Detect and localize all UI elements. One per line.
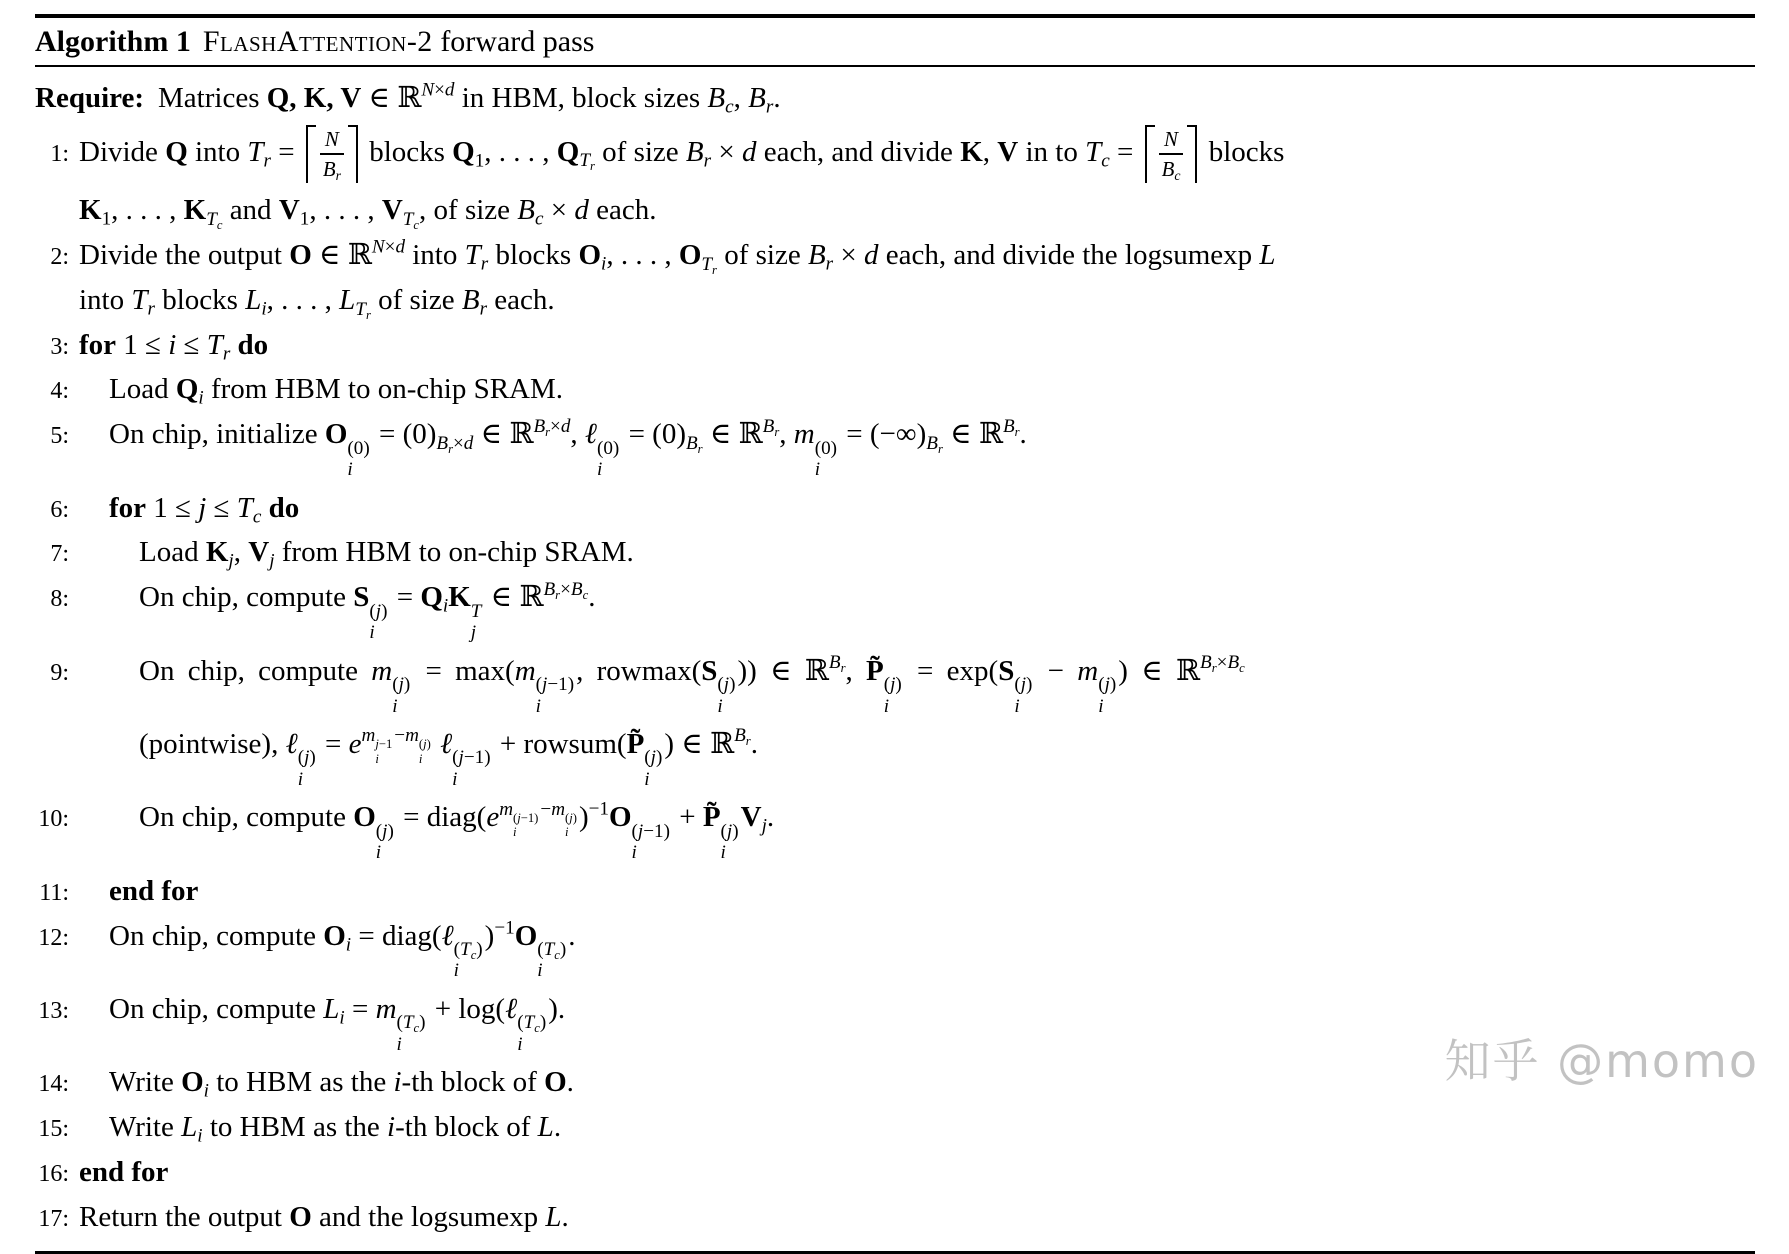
algo-line-continuation-1 xyxy=(35,188,1755,233)
line-number: 14: xyxy=(38,1071,69,1098)
line-content: end for xyxy=(79,1155,169,1188)
line-content: On chip, compute $O_i$ = diag(ℓ $(T_c)$ i )$^{-1}$O $(T_c)$ i . xyxy=(109,917,576,982)
line-content: Divide Q into $T_r$ = $\frac{N}{B_r}$ blocks $Q_1$, . . . , $Q_{T_r}$ of size $B_r \times d$ each, and divide K, V in to $T_c$ = $\frac{N}{B_c}$ blocks xyxy=(79,127,1285,184)
algo-line-5 xyxy=(35,412,1755,485)
algo-line-11 xyxy=(35,869,1755,914)
algo-line-3 xyxy=(35,323,1755,368)
line-content: On chip, compute O (j) i = $diag(e^{m (j-1) i -m (j) i}$ )$^{-1}$O (j−1) i + P̃ (j) i $V_j$. xyxy=(139,798,775,864)
algorithm-figure xyxy=(0,14,1789,1233)
algo-line-10 xyxy=(35,795,1755,868)
line-content: Divide the output O ∈ ℝ$^{N\times d}$ into $T_r$ blocks $O_i$, . . . , $O_{T_r}$ of size $B_r \times d$ each, and divide the logsumexp L xyxy=(79,236,1276,277)
line-content: Load $Q_i$ from HBM to on-chip SRAM. xyxy=(109,373,564,410)
line-content: On chip, compute m (j) i = max(m (j−1) i , rowmax(S (j) i )) ∈ ℝ$^{B_r}$, P̃ (j) i = exp(S (j) i − m (j) i ) ∈ ℝ$^{B_r\times B_c}$ xyxy=(139,652,1245,717)
line-number: 8: xyxy=(50,586,69,613)
require-content: Matrices Q, K, V ∈ ℝ$^{N\times d}$ in HBM, block sizes $B_c$, $B_r$. xyxy=(158,79,781,118)
line-content: Write $L_i$ to HBM as the i-th block of L. xyxy=(109,1111,562,1147)
algorithm-title-rest: forward pass xyxy=(432,25,595,58)
line-content: for $1 \le j \le T_c$ do xyxy=(109,491,300,528)
line-content: for $1 \le i \le T_r$ do xyxy=(79,328,269,365)
algo-line-continuation-11 xyxy=(35,722,1755,795)
algo-line-9 xyxy=(35,649,1755,722)
algorithm-name: FlashAttention-2 xyxy=(202,25,433,58)
algo-line-8 xyxy=(35,575,1755,648)
algo-line-6 xyxy=(35,486,1755,531)
line-number: 16: xyxy=(38,1160,69,1187)
algo-line-2 xyxy=(35,233,1755,278)
line-content: On chip, initialize O (0) i = $(0)_{B_r\times d}$ ∈ ℝ$^{B_r\times d}$, ℓ (0) i = $(0)_{B_r}$ ∈ ℝ$^{B_r}$, m (0) i = $(-\infty)_{B_r}$ ∈ ℝ$^{B_r}$. xyxy=(109,415,1027,481)
line-content: Load $K_j$, $V_j$ from HBM to on-chip SRAM. xyxy=(139,536,634,573)
line-content: On chip, compute $L_i = m$ $(T_c)$ i + log(ℓ $(T_c)$ i ). xyxy=(109,992,566,1055)
line-number: 3: xyxy=(50,333,69,360)
line-number: 13: xyxy=(38,997,69,1024)
line-number: 4: xyxy=(50,378,69,405)
line-content: $K_1$, . . . , $K_{T_c}$ and $V_1$, . . . , $V_{T_c}$, of size $B_c \times d$ each. xyxy=(79,194,657,232)
line-number: 2: xyxy=(50,243,69,270)
line-number: 9: xyxy=(50,659,69,686)
line-number: 17: xyxy=(38,1205,69,1232)
line-number: 12: xyxy=(38,924,69,951)
algo-line-7 xyxy=(35,530,1755,575)
line-content: Return the output O and the logsumexp L. xyxy=(79,1200,569,1233)
line-number: 1: xyxy=(50,140,69,167)
line-content: Write $O_i$ to HBM as the i-th block of O. xyxy=(109,1066,574,1103)
line-content: On chip, compute S (j) i = $Q_iK$ T j ∈ ℝ$^{B_r\times B_c}$. xyxy=(139,578,596,644)
algo-line-continuation-3 xyxy=(35,278,1755,323)
line-content: end for xyxy=(109,874,199,907)
require-label: Require: xyxy=(35,82,145,114)
line-number: 11: xyxy=(39,879,69,906)
line-number: 5: xyxy=(50,423,69,450)
algo-line-1 xyxy=(35,120,1755,188)
line-number: 7: xyxy=(50,541,69,568)
algorithm-title xyxy=(35,18,1755,65)
algo-line-4 xyxy=(35,367,1755,412)
watermark: 知乎 @momo xyxy=(1444,1034,1759,1088)
line-number: 6: xyxy=(50,496,69,523)
algorithm-label: Algorithm 1 xyxy=(35,25,191,58)
line-number: 15: xyxy=(38,1116,69,1143)
algo-line-15 xyxy=(35,1105,1755,1150)
algo-line-16 xyxy=(35,1150,1755,1195)
line-content: into $T_r$ blocks $L_i$, . . . , $L_{T_r}$ of size $B_r$ each. xyxy=(79,283,555,322)
line-number: 10: xyxy=(38,806,69,833)
algo-line-12 xyxy=(35,914,1755,987)
line-content: (pointwise), ℓ (j) i = $e^{m j-1 i -m (j) i}$ ℓ (j−1) i + rowsum(P̃ (j) i ) ∈ ℝ$^{B_r}$. xyxy=(139,725,758,790)
algo-line-17 xyxy=(35,1195,1755,1240)
require-line xyxy=(35,75,1755,120)
